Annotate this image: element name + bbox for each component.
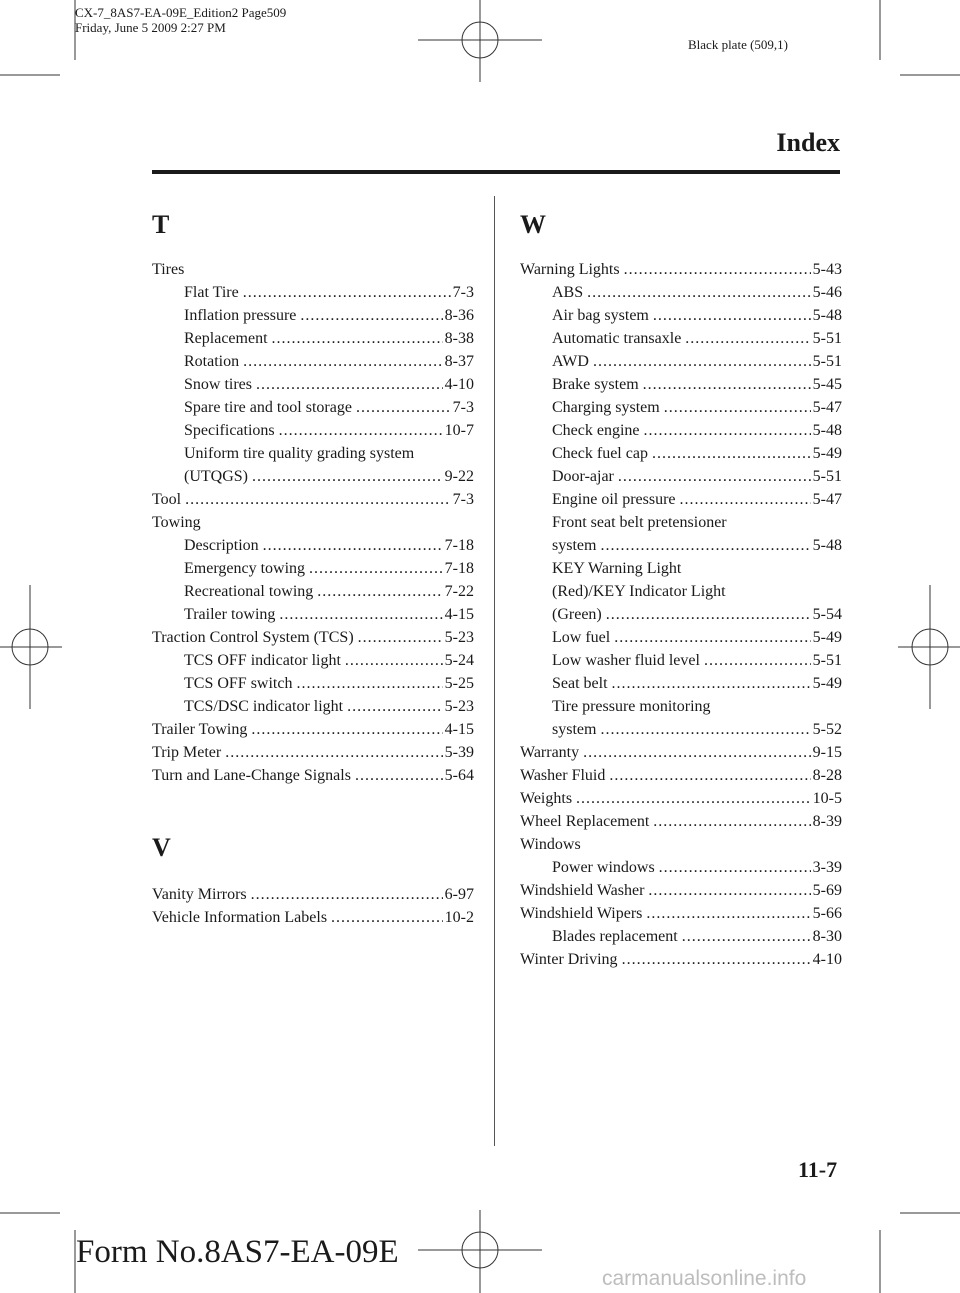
index-entry-text: Warranty	[520, 744, 580, 761]
dot-leader	[252, 465, 443, 488]
index-entry	[520, 787, 842, 810]
index-entry	[520, 327, 842, 350]
index-entry	[520, 281, 842, 304]
index-entry-page: 7-3	[452, 399, 474, 416]
dot-leader	[622, 948, 811, 971]
index-entry	[520, 304, 842, 327]
dot-leader	[614, 626, 810, 649]
dot-leader	[664, 396, 811, 419]
index-entry-text: Power windows	[552, 859, 655, 876]
index-column-right	[520, 258, 842, 971]
registration-mark-top	[418, 0, 542, 82]
print-job-date: Friday, June 5 2009 2:27 PM	[75, 20, 226, 35]
index-entry-text: Rotation	[184, 353, 240, 370]
dot-leader	[358, 626, 443, 649]
index-entry-page: 4-10	[444, 376, 474, 393]
index-entry-text: Vehicle Information Labels	[152, 909, 328, 926]
index-entry-page: 5-69	[812, 882, 842, 899]
index-entry-page: 10-7	[444, 422, 474, 439]
index-entry-text: TCS OFF indicator light	[184, 652, 341, 669]
index-entry-page: 5-46	[812, 284, 842, 301]
index-entry-text: Low fuel	[552, 629, 611, 646]
index-entry-page: 4-10	[812, 951, 842, 968]
index-entry-page: 7-3	[452, 491, 474, 508]
index-entry-page: 5-47	[812, 399, 842, 416]
index-entry-text: TCS/DSC indicator light	[184, 698, 344, 715]
index-entry-page: 5-66	[812, 905, 842, 922]
index-entry-text: Traction Control System (TCS)	[152, 629, 354, 646]
watermark: carmanualsonline.info	[602, 1267, 807, 1290]
index-entry	[520, 465, 842, 488]
dot-leader	[609, 764, 810, 787]
index-entry-page: 5-23	[444, 698, 474, 715]
dot-leader	[653, 304, 811, 327]
index-entry-text: Recreational towing	[184, 583, 314, 600]
index-entry-text: Door-ajar	[552, 468, 614, 485]
index-entry-text: Automatic transaxle	[552, 330, 682, 347]
index-entry-text: Washer Fluid	[520, 767, 606, 784]
index-entry	[520, 948, 842, 971]
index-entry	[152, 327, 474, 350]
dot-leader	[612, 672, 811, 695]
index-entry-page: 8-36	[444, 307, 474, 324]
dot-leader	[263, 534, 443, 557]
index-entry-page: 9-15	[812, 744, 842, 761]
index-entry-page: 5-51	[812, 330, 842, 347]
dot-leader	[356, 396, 451, 419]
dot-leader	[685, 327, 810, 350]
index-entry-text: Check engine	[552, 422, 640, 439]
column-divider	[494, 196, 495, 1146]
index-entry-page: 8-39	[812, 813, 842, 830]
dot-leader	[279, 419, 443, 442]
dot-leader	[296, 672, 442, 695]
index-entry-text: (Red)/KEY Indicator Light	[552, 583, 726, 600]
index-entry-text: Snow tires	[184, 376, 252, 393]
index-entry-text: Trailer towing	[184, 606, 276, 623]
index-entry	[520, 442, 842, 465]
dot-leader	[644, 419, 811, 442]
index-entry	[520, 488, 842, 511]
index-entry-text: Windshield Wipers	[520, 905, 643, 922]
index-entry-text: Check fuel cap	[552, 445, 648, 462]
index-entry-page: 5-52	[812, 721, 842, 738]
registration-mark-left	[0, 585, 62, 709]
dot-leader	[704, 649, 811, 672]
index-entry-page: 5-51	[812, 652, 842, 669]
index-entry-page: 6-97	[444, 886, 474, 903]
dot-leader	[251, 718, 442, 741]
index-entry	[152, 419, 474, 442]
index-entry-page: 8-38	[444, 330, 474, 347]
index-entry-text: Replacement	[184, 330, 268, 347]
index-entry	[520, 350, 842, 373]
print-job-info	[75, 5, 286, 35]
index-entry-page: 5-25	[444, 675, 474, 692]
index-entry-text: Trip Meter	[152, 744, 222, 761]
index-entry-text: Vanity Mirrors	[152, 886, 247, 903]
index-entry	[152, 906, 474, 929]
plate-label: Black plate (509,1)	[688, 37, 788, 52]
index-entry-text: Trailer Towing	[152, 721, 248, 738]
index-entry	[152, 603, 474, 626]
dot-leader	[648, 879, 810, 902]
dot-leader	[256, 373, 443, 396]
dot-leader	[653, 810, 810, 833]
index-entry	[152, 488, 474, 511]
index-entry-text: system	[552, 537, 597, 554]
index-entry-text: TCS OFF switch	[184, 675, 293, 692]
index-entry-text: AWD	[552, 353, 589, 370]
index-entry	[152, 350, 474, 373]
index-entry-text: Specifications	[184, 422, 275, 439]
index-entry-page: 5-51	[812, 353, 842, 370]
dot-leader	[243, 281, 451, 304]
dot-leader	[185, 488, 451, 511]
index-entry	[520, 580, 842, 603]
index-entry-text: Emergency towing	[184, 560, 306, 577]
dot-leader	[309, 557, 443, 580]
index-entry-text: Brake system	[552, 376, 639, 393]
index-entry-page: 7-22	[444, 583, 474, 600]
index-entry-text: Blades replacement	[552, 928, 678, 945]
index-entry-page: 7-3	[452, 284, 474, 301]
index-entry	[152, 649, 474, 672]
index-entry-text: Air bag system	[552, 307, 649, 324]
index-entry-page: 5-51	[812, 468, 842, 485]
header-rule	[152, 170, 840, 174]
index-entry	[152, 534, 474, 557]
dot-leader	[643, 373, 811, 396]
index-entry-text: KEY Warning Light	[552, 560, 682, 577]
dot-leader	[347, 695, 443, 718]
index-entry-text: ABS	[552, 284, 584, 301]
index-entry	[520, 603, 842, 626]
index-entry-page: 7-18	[444, 560, 474, 577]
index-entry-page: 5-54	[812, 606, 842, 623]
index-entry-text: Windshield Washer	[520, 882, 645, 899]
index-entry-page: 10-2	[444, 909, 474, 926]
index-entry	[520, 649, 842, 672]
page-number: 11-7	[798, 1157, 838, 1182]
index-entry-text: (UTQGS)	[184, 468, 248, 485]
index-entry	[152, 465, 474, 488]
index-entry	[520, 902, 842, 925]
index-entry-page: 5-64	[444, 767, 474, 784]
dot-leader	[279, 603, 442, 626]
dot-leader	[225, 741, 442, 764]
dot-leader	[317, 580, 442, 603]
dot-leader	[243, 350, 443, 373]
index-entry-text: Winter Driving	[520, 951, 618, 968]
dot-leader	[659, 856, 811, 879]
index-entry-text: Spare tire and tool storage	[184, 399, 352, 416]
index-entry	[152, 304, 474, 327]
index-entry	[520, 856, 842, 879]
index-entry	[520, 925, 842, 948]
index-entry	[152, 557, 474, 580]
index-entry-text: Tool	[152, 491, 182, 508]
index-entry	[520, 810, 842, 833]
index-entry	[152, 373, 474, 396]
index-entry-text: Seat belt	[552, 675, 608, 692]
dot-leader	[618, 465, 811, 488]
index-entry	[152, 626, 474, 649]
dot-leader	[355, 764, 443, 787]
index-entry	[520, 511, 842, 534]
index-entry	[520, 879, 842, 902]
index-entry	[152, 764, 474, 787]
index-entry	[520, 833, 842, 856]
index-entry-text: Front seat belt pretensioner	[552, 514, 727, 531]
index-entry	[152, 511, 474, 534]
index-entry	[520, 718, 842, 741]
dot-leader	[251, 883, 443, 906]
dot-leader	[606, 603, 811, 626]
index-entry-text: system	[552, 721, 597, 738]
index-entry-page: 5-48	[812, 422, 842, 439]
index-entry-text: Engine oil pressure	[552, 491, 676, 508]
index-entry	[152, 883, 474, 906]
index-entry-text: Windows	[520, 836, 581, 853]
index-entry	[152, 741, 474, 764]
index-entry-page: 3-39	[812, 859, 842, 876]
index-entry	[152, 695, 474, 718]
index-entry-text: Charging system	[552, 399, 660, 416]
print-job-file: CX-7_8AS7-EA-09E_Edition2 Page509	[75, 5, 287, 20]
index-entry	[520, 258, 842, 281]
index-entry	[520, 534, 842, 557]
index-entry-page: 5-43	[812, 261, 842, 278]
section-gap	[152, 787, 474, 833]
index-entry-page: 10-5	[812, 790, 842, 807]
dot-leader	[680, 488, 811, 511]
index-entry	[152, 281, 474, 304]
index-entry-page: 5-24	[444, 652, 474, 669]
index-entry	[520, 396, 842, 419]
index-entry-page: 5-23	[444, 629, 474, 646]
index-entry-page: 5-49	[812, 629, 842, 646]
index-entry	[152, 396, 474, 419]
index-entry-page: 5-48	[812, 307, 842, 324]
dot-leader	[345, 649, 443, 672]
index-entry	[520, 764, 842, 787]
dot-leader	[682, 925, 811, 948]
index-entry-text: Weights	[520, 790, 573, 807]
index-entry-text: Tires	[152, 261, 185, 278]
index-entry-page: 5-39	[444, 744, 474, 761]
index-entry	[520, 672, 842, 695]
index-entry-text: Turn and Lane-Change Signals	[152, 767, 351, 784]
dot-leader	[576, 787, 811, 810]
index-entry	[520, 626, 842, 649]
section-letter-t: T	[152, 210, 170, 239]
index-entry-page: 5-49	[812, 445, 842, 462]
index-entry-text: Flat Tire	[184, 284, 239, 301]
index-entry-page: 4-15	[444, 606, 474, 623]
dot-leader	[331, 906, 443, 929]
dot-leader	[646, 902, 810, 925]
registration-mark-bottom	[418, 1210, 542, 1293]
dot-leader	[593, 350, 811, 373]
index-entry	[520, 695, 842, 718]
dot-leader	[624, 258, 811, 281]
index-entry-text: Inflation pressure	[184, 307, 297, 324]
index-entry-page: 5-48	[812, 537, 842, 554]
index-entry	[520, 419, 842, 442]
index-entry	[520, 557, 842, 580]
index-entry-text: (Green)	[552, 606, 602, 623]
section-letter-v: V	[152, 833, 171, 862]
index-entry-page: 8-37	[444, 353, 474, 370]
index-entry	[152, 672, 474, 695]
index-entry-text: Description	[184, 537, 259, 554]
index-entry-page: 5-49	[812, 675, 842, 692]
index-entry-text: Towing	[152, 514, 201, 531]
index-entry-text: Low washer fluid level	[552, 652, 700, 669]
index-entry	[520, 373, 842, 396]
index-entry-text: Tire pressure monitoring	[552, 698, 711, 715]
index-entry	[152, 580, 474, 603]
index-entry	[520, 741, 842, 764]
dot-leader	[587, 281, 811, 304]
index-entry-page: 5-47	[812, 491, 842, 508]
index-entry	[152, 442, 474, 465]
form-number: Form No.8AS7-EA-09E	[76, 1234, 399, 1270]
section-letter-w: W	[520, 210, 546, 239]
index-entry-page: 8-30	[812, 928, 842, 945]
dot-leader	[583, 741, 811, 764]
index-entry-page: 5-45	[812, 376, 842, 393]
dot-leader	[652, 442, 811, 465]
index-entry-page: 7-18	[444, 537, 474, 554]
index-entry-page: 4-15	[444, 721, 474, 738]
index-entry	[152, 258, 474, 281]
index-entry-text: Wheel Replacement	[520, 813, 650, 830]
dot-leader	[600, 534, 810, 557]
registration-mark-right	[898, 585, 960, 709]
dot-leader	[272, 327, 443, 350]
index-entry-page: 9-22	[444, 468, 474, 485]
index-entry-page: 8-28	[812, 767, 842, 784]
index-entry-text: Warning Lights	[520, 261, 620, 278]
dot-leader	[300, 304, 442, 327]
page-title: Index	[776, 128, 840, 157]
index-entry-text: Uniform tire quality grading system	[184, 445, 415, 462]
index-column-left	[152, 258, 474, 929]
dot-leader	[600, 718, 810, 741]
index-entry	[152, 718, 474, 741]
